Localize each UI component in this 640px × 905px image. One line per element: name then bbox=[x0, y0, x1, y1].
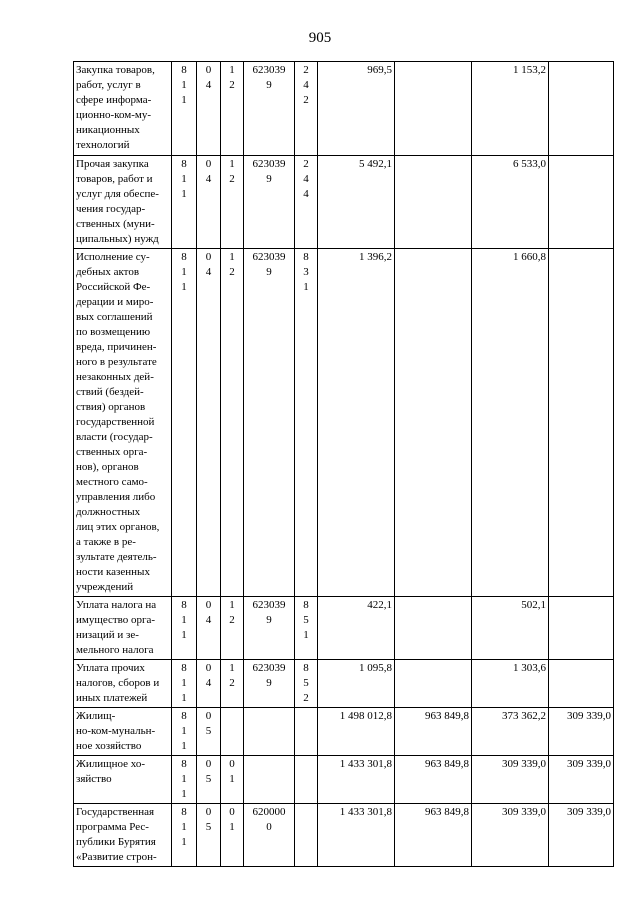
code-digit: 8 bbox=[303, 662, 309, 674]
row-name-line: нов), органов bbox=[76, 461, 139, 473]
row-name-line: публики Бурятия bbox=[76, 836, 156, 848]
row-name-line: Жилищное хо- bbox=[76, 758, 145, 770]
row-name-line: Прочая закупка bbox=[76, 158, 149, 170]
code-cell-c4 bbox=[244, 660, 295, 708]
code-digit: 1 bbox=[303, 629, 309, 641]
code-digit: 4 bbox=[303, 173, 309, 185]
code-digit: 0 bbox=[266, 821, 272, 833]
code-digit: 4 bbox=[205, 173, 212, 185]
code-cell-c2 bbox=[197, 804, 221, 867]
code-digit: 620000 bbox=[252, 806, 286, 818]
amount-cell-v2: 963 849,8 bbox=[395, 708, 472, 756]
row-name-line: государственной bbox=[76, 416, 155, 428]
code-digit: 0 bbox=[229, 758, 235, 770]
row-name-line: никационных bbox=[76, 124, 140, 136]
code-digit: 5 bbox=[205, 725, 212, 737]
code-digit: 1 bbox=[181, 281, 187, 293]
code-digit: 1 bbox=[229, 821, 235, 833]
code-digit: 0 bbox=[229, 806, 235, 818]
amount-cell-v3: 373 362,2 bbox=[472, 708, 549, 756]
amount-cell-v1: 1 433 301,8 bbox=[318, 756, 395, 804]
code-cell-c4 bbox=[244, 62, 295, 156]
row-name-line: Исполнение су- bbox=[76, 251, 150, 263]
row-name-cell bbox=[74, 62, 172, 156]
amount-cell-v4: 309 339,0 bbox=[549, 708, 614, 756]
amount-cell-v4 bbox=[549, 660, 614, 708]
code-digit: 1 bbox=[229, 64, 235, 76]
code-digit: 9 bbox=[266, 266, 272, 278]
amount-cell-v1: 1 396,2 bbox=[318, 249, 395, 597]
row-name-line: ционно-ком-му- bbox=[76, 109, 152, 121]
row-name-line: вых соглашений bbox=[76, 311, 153, 323]
code-cell-c1 bbox=[172, 708, 197, 756]
row-name-line: ствия) органов bbox=[76, 401, 146, 413]
row-name-line: ное хозяйство bbox=[76, 740, 142, 752]
code-cell-c5 bbox=[295, 756, 318, 804]
row-name-line: Уплата налога на bbox=[76, 599, 157, 611]
amount-cell-v2 bbox=[395, 156, 472, 249]
code-digit: 623039 bbox=[252, 599, 286, 611]
code-digit: 9 bbox=[266, 79, 272, 91]
code-digit: 1 bbox=[181, 821, 187, 833]
amount-cell-v4: 309 339,0 bbox=[549, 804, 614, 867]
code-digit: 1 bbox=[229, 158, 235, 170]
row-name-line: сфере информа- bbox=[76, 94, 152, 106]
code-digit: 4 bbox=[205, 79, 212, 91]
code-digit: 4 bbox=[303, 79, 309, 91]
code-cell-c3 bbox=[221, 756, 244, 804]
code-digit: 2 bbox=[303, 158, 309, 170]
table-row bbox=[74, 804, 614, 867]
code-digit: 1 bbox=[229, 662, 235, 674]
row-name-line: зультате деятель- bbox=[76, 551, 157, 563]
code-digit: 8 bbox=[303, 251, 309, 263]
row-name-line: дерации и миро- bbox=[76, 296, 154, 308]
code-digit: 1 bbox=[229, 599, 235, 611]
row-name-line: зяйство bbox=[76, 773, 112, 785]
code-cell-c5 bbox=[295, 156, 318, 249]
code-cell-c2 bbox=[197, 156, 221, 249]
code-cell-c3 bbox=[221, 660, 244, 708]
code-digit: 0 bbox=[205, 806, 212, 818]
code-digit: 0 bbox=[205, 64, 212, 76]
row-name-line: ности казенных bbox=[76, 566, 150, 578]
code-digit: 1 bbox=[181, 788, 187, 800]
code-cell-c5 bbox=[295, 249, 318, 597]
code-digit: 3 bbox=[303, 266, 309, 278]
code-cell-c4 bbox=[244, 249, 295, 597]
code-cell-c3 bbox=[221, 249, 244, 597]
row-name-line: технологий bbox=[76, 139, 130, 151]
code-digit: 8 bbox=[181, 710, 187, 722]
amount-cell-v1: 422,1 bbox=[318, 597, 395, 660]
page-number: 905 bbox=[308, 30, 332, 46]
code-digit: 0 bbox=[205, 758, 212, 770]
code-cell-c3 bbox=[221, 597, 244, 660]
amount-cell-v1: 969,5 bbox=[318, 62, 395, 156]
code-digit: 1 bbox=[181, 836, 187, 848]
code-digit: 623039 bbox=[252, 251, 286, 263]
row-name-cell bbox=[74, 249, 172, 597]
table-row bbox=[74, 660, 614, 708]
row-name-line: Закупка товаров, bbox=[76, 64, 155, 76]
code-cell-c5 bbox=[295, 804, 318, 867]
table-row bbox=[74, 249, 614, 597]
code-digit: 4 bbox=[205, 677, 212, 689]
row-name-line: ственных (муни- bbox=[76, 218, 155, 230]
row-name-line: власти (государ- bbox=[76, 431, 153, 443]
amount-cell-v3: 1 153,2 bbox=[472, 62, 549, 156]
amount-cell-v3: 6 533,0 bbox=[472, 156, 549, 249]
code-digit: 4 bbox=[303, 188, 309, 200]
amount-cell-v4 bbox=[549, 62, 614, 156]
code-digit: 1 bbox=[181, 629, 187, 641]
code-digit: 0 bbox=[205, 251, 212, 263]
code-digit: 8 bbox=[303, 599, 309, 611]
row-name-line: управления либо bbox=[76, 491, 156, 503]
row-name-line: лиц этих органов, bbox=[76, 521, 160, 533]
row-name-line: незаконных дей- bbox=[76, 371, 154, 383]
code-digit: 9 bbox=[266, 173, 272, 185]
code-digit: 1 bbox=[229, 251, 235, 263]
code-digit: 2 bbox=[229, 677, 235, 689]
row-name-cell bbox=[74, 156, 172, 249]
row-name-cell bbox=[74, 597, 172, 660]
code-cell-c1 bbox=[172, 62, 197, 156]
code-digit: 1 bbox=[181, 173, 187, 185]
amount-cell-v4: 309 339,0 bbox=[549, 756, 614, 804]
code-digit: 623039 bbox=[252, 158, 286, 170]
amount-cell-v3: 309 339,0 bbox=[472, 756, 549, 804]
row-name-line: иных платежей bbox=[76, 692, 148, 704]
row-name-line: чения государ- bbox=[76, 203, 146, 215]
code-cell-c4 bbox=[244, 597, 295, 660]
amount-cell-v3: 309 339,0 bbox=[472, 804, 549, 867]
row-name-line: Жилищ- bbox=[76, 710, 116, 722]
row-name-line: местного само- bbox=[76, 476, 148, 488]
amount-cell-v1: 1 498 012,8 bbox=[318, 708, 395, 756]
code-cell-c2 bbox=[197, 660, 221, 708]
row-name-cell bbox=[74, 708, 172, 756]
code-digit: 0 bbox=[205, 710, 212, 722]
table-row bbox=[74, 708, 614, 756]
code-digit: 9 bbox=[266, 677, 272, 689]
amount-cell-v4 bbox=[549, 249, 614, 597]
code-digit: 2 bbox=[229, 173, 235, 185]
code-digit: 8 bbox=[181, 158, 187, 170]
code-cell-c5 bbox=[295, 708, 318, 756]
code-digit: 1 bbox=[229, 773, 235, 785]
row-name-line: Государственная bbox=[76, 806, 155, 818]
table-row bbox=[74, 156, 614, 249]
code-digit: 2 bbox=[303, 64, 309, 76]
row-name-line: ципальных) нужд bbox=[76, 233, 159, 245]
code-cell-c2 bbox=[197, 597, 221, 660]
row-name-cell bbox=[74, 660, 172, 708]
row-name-cell bbox=[74, 756, 172, 804]
amount-cell-v4 bbox=[549, 156, 614, 249]
code-cell-c5 bbox=[295, 597, 318, 660]
row-name-cell bbox=[74, 804, 172, 867]
row-name-line: ного в результате bbox=[76, 356, 157, 368]
code-cell-c4 bbox=[244, 156, 295, 249]
row-name-line: имущество орга- bbox=[76, 614, 156, 626]
row-name-line: Российской Фе- bbox=[76, 281, 151, 293]
amount-cell-v2 bbox=[395, 597, 472, 660]
table-row bbox=[74, 597, 614, 660]
code-cell-c4 bbox=[244, 756, 295, 804]
code-cell-c2 bbox=[197, 708, 221, 756]
code-cell-c3 bbox=[221, 156, 244, 249]
row-name-line: низаций и зе- bbox=[76, 629, 139, 641]
code-digit: 1 bbox=[181, 740, 187, 752]
amount-cell-v3: 1 303,6 bbox=[472, 660, 549, 708]
code-cell-c1 bbox=[172, 660, 197, 708]
row-name-line: «Развитие строн- bbox=[76, 851, 157, 863]
row-name-line: услуг для обеспе- bbox=[76, 188, 159, 200]
code-digit: 8 bbox=[181, 806, 187, 818]
code-cell-c4 bbox=[244, 708, 295, 756]
code-cell-c5 bbox=[295, 660, 318, 708]
amount-cell-v2: 963 849,8 bbox=[395, 804, 472, 867]
code-digit: 0 bbox=[205, 662, 212, 674]
amount-cell-v1: 1 433 301,8 bbox=[318, 804, 395, 867]
code-digit: 1 bbox=[181, 692, 187, 704]
amount-cell-v2 bbox=[395, 62, 472, 156]
row-name-line: программа Рес- bbox=[76, 821, 149, 833]
code-digit: 9 bbox=[266, 614, 272, 626]
amount-cell-v3: 1 660,8 bbox=[472, 249, 549, 597]
code-digit: 4 bbox=[205, 266, 212, 278]
code-digit: 8 bbox=[181, 599, 187, 611]
row-name-line: товаров, работ и bbox=[76, 173, 153, 185]
code-digit: 8 bbox=[181, 64, 187, 76]
amount-cell-v3: 502,1 bbox=[472, 597, 549, 660]
code-digit: 5 bbox=[205, 821, 212, 833]
table-row bbox=[74, 756, 614, 804]
code-cell-c4 bbox=[244, 804, 295, 867]
code-cell-c2 bbox=[197, 62, 221, 156]
code-cell-c3 bbox=[221, 62, 244, 156]
code-digit: 5 bbox=[303, 614, 309, 626]
code-cell-c2 bbox=[197, 249, 221, 597]
code-digit: 5 bbox=[205, 773, 212, 785]
code-digit: 5 bbox=[303, 677, 309, 689]
code-digit: 1 bbox=[181, 79, 187, 91]
code-digit: 2 bbox=[229, 79, 235, 91]
code-cell-c1 bbox=[172, 756, 197, 804]
code-cell-c1 bbox=[172, 804, 197, 867]
code-digit: 1 bbox=[181, 725, 187, 737]
row-name-line: работ, услуг в bbox=[76, 79, 141, 91]
code-digit: 8 bbox=[181, 662, 187, 674]
code-digit: 2 bbox=[303, 692, 309, 704]
code-digit: 2 bbox=[229, 614, 235, 626]
code-digit: 1 bbox=[303, 281, 309, 293]
code-cell-c3 bbox=[221, 708, 244, 756]
code-digit: 2 bbox=[229, 266, 235, 278]
code-digit: 1 bbox=[181, 614, 187, 626]
amount-cell-v1: 5 492,1 bbox=[318, 156, 395, 249]
code-digit: 8 bbox=[181, 758, 187, 770]
code-cell-c5 bbox=[295, 62, 318, 156]
code-digit: 0 bbox=[205, 158, 212, 170]
code-digit: 2 bbox=[303, 94, 309, 106]
code-cell-c1 bbox=[172, 156, 197, 249]
row-name-line: учреждений bbox=[76, 581, 134, 593]
code-digit: 1 bbox=[181, 94, 187, 106]
row-name-line: должностных bbox=[76, 506, 141, 518]
code-digit: 1 bbox=[181, 266, 187, 278]
amount-cell-v1: 1 095,8 bbox=[318, 660, 395, 708]
amount-cell-v2 bbox=[395, 249, 472, 597]
code-cell-c3 bbox=[221, 804, 244, 867]
code-digit: 623039 bbox=[252, 64, 286, 76]
amount-cell-v2: 963 849,8 bbox=[395, 756, 472, 804]
row-name-line: Уплата прочих bbox=[76, 662, 145, 674]
code-digit: 8 bbox=[181, 251, 187, 263]
code-digit: 1 bbox=[181, 188, 187, 200]
row-name-line: но-ком-мунальн- bbox=[76, 725, 156, 737]
row-name-line: налогов, сборов и bbox=[76, 677, 160, 689]
code-digit: 4 bbox=[205, 614, 212, 626]
row-name-line: по возмещению bbox=[76, 326, 151, 338]
amount-cell-v4 bbox=[549, 597, 614, 660]
code-digit: 0 bbox=[205, 599, 212, 611]
code-cell-c1 bbox=[172, 597, 197, 660]
budget-table bbox=[73, 61, 614, 867]
row-name-line: ствий (бездей- bbox=[76, 386, 144, 398]
row-name-line: дебных актов bbox=[76, 266, 140, 278]
code-digit: 1 bbox=[181, 677, 187, 689]
code-digit: 623039 bbox=[252, 662, 286, 674]
code-digit: 1 bbox=[181, 773, 187, 785]
code-cell-c1 bbox=[172, 249, 197, 597]
row-name-line: мельного налога bbox=[76, 644, 154, 656]
table-row bbox=[74, 62, 614, 156]
row-name-line: ственных орга- bbox=[76, 446, 148, 458]
row-name-line: а также в ре- bbox=[76, 536, 136, 548]
amount-cell-v2 bbox=[395, 660, 472, 708]
code-cell-c2 bbox=[197, 756, 221, 804]
row-name-line: вреда, причинен- bbox=[76, 341, 157, 353]
